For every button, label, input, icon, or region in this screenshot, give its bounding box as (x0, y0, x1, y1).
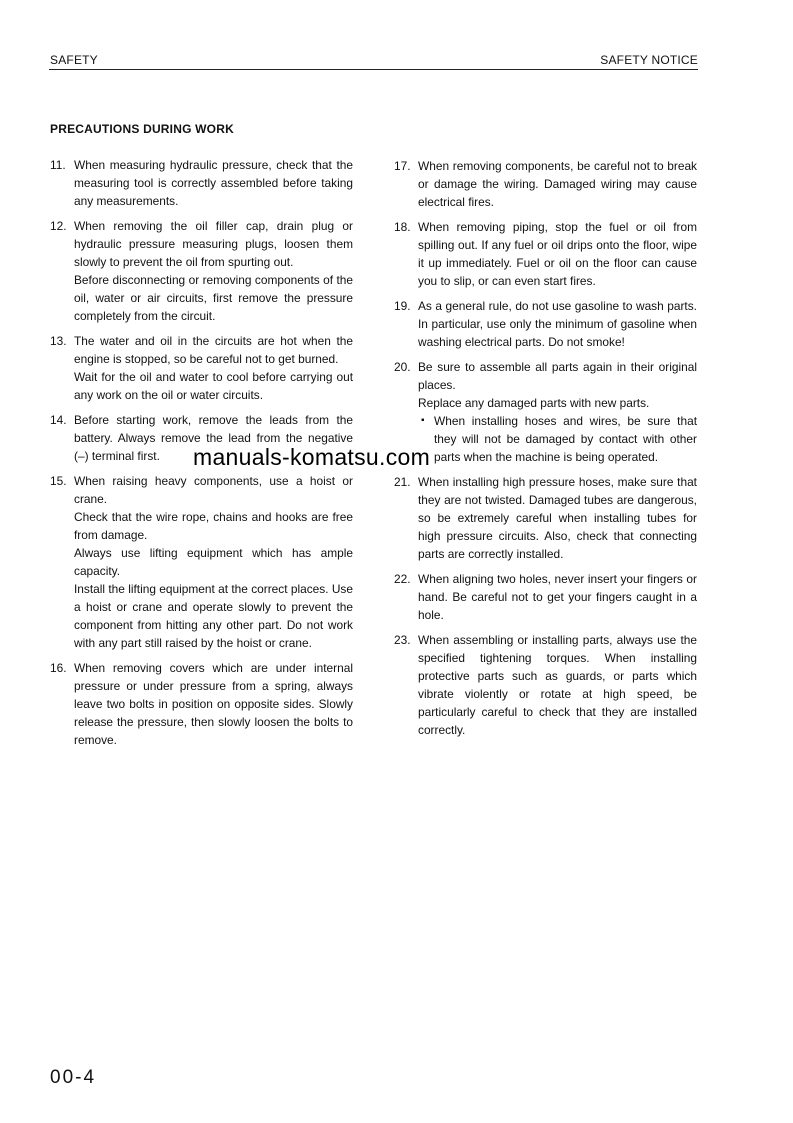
item-paragraph: Always use lifting equipment which has ample capacity. (74, 546, 353, 578)
item-paragraph: Replace any damaged parts with new parts. (418, 396, 650, 410)
item-paragraph: Be sure to assemble all parts again in their original places. (418, 360, 697, 392)
item-number: 13. (50, 334, 67, 348)
item-bullet (418, 412, 697, 466)
item-paragraph: Check that the wire rope, chains and hooks are free from damage. (74, 510, 353, 542)
list-item (394, 631, 697, 739)
item-number: 23. (394, 633, 411, 647)
item-paragraph: Wait for the oil and water to cool before carrying out any work on the oil or water circuits. (74, 370, 353, 402)
item-paragraph: When aligning two holes, never insert your fingers or hand. Be careful not to get your fingers caught in a hole. (418, 572, 697, 622)
item-number: 21. (394, 475, 411, 489)
item-number: 16. (50, 661, 67, 675)
item-paragraph: When removing piping, stop the fuel or oil from spilling out. If any fuel or oil drips onto the floor, wipe it up immediately. Fuel or oil on the floor can cause you to slip, or can even start fires. (418, 220, 697, 288)
bullet-text: When installing hoses and wires, be sure that they will not be damaged by contact with other parts when the machine is being operated. (434, 414, 697, 464)
list-item (394, 473, 697, 563)
item-paragraph: When removing components, be careful not to break or damage the wiring. Damaged wiring may cause electrical fires. (418, 159, 697, 209)
header-page-title: SAFETY NOTICE (600, 53, 698, 67)
list-item (50, 217, 353, 325)
item-paragraph: Before disconnecting or removing components of the oil, water or air circuits, first remove the pressure completely from the circuit. (74, 273, 353, 323)
item-paragraph: When raising heavy components, use a hoist or crane. (74, 474, 353, 506)
item-number: 11. (50, 158, 66, 172)
item-paragraph: When installing high pressure hoses, make sure that they are not twisted. Damaged tubes are dangerous, so be extremely careful when installing tubes for high pressure circuits. Also, check that connecting parts are correctly installed. (418, 475, 697, 561)
item-number: 22. (394, 572, 411, 586)
item-number: 19. (394, 299, 411, 313)
item-paragraph: When measuring hydraulic pressure, check that the measuring tool is correctly assembled before taking any measurements. (74, 158, 353, 208)
bullet-square-icon: ▪ (421, 415, 425, 426)
list-item (50, 472, 353, 652)
list-item (394, 297, 697, 351)
item-number: 18. (394, 220, 411, 234)
item-number: 15. (50, 474, 67, 488)
item-number: 20. (394, 360, 411, 374)
item-paragraph: As a general rule, do not use gasoline to wash parts. In particular, use only the minimum of gasoline when washing electrical parts. Do not smoke! (418, 299, 697, 349)
right-column (394, 157, 697, 746)
item-number: 14. (50, 413, 67, 427)
item-paragraph: When removing covers which are under internal pressure or under pressure from a spring, always leave two bolts in position on opposite sides. Slowly release the pressure, then slowly loosen the bolts to remove. (74, 661, 353, 747)
item-paragraph: When assembling or installing parts, always use the specified tightening torques. When installing protective parts such as guards, or parts which vibrate violently or rotate at high speed, be particularly careful to check that they are installed correctly. (418, 633, 697, 737)
page-number: 00-4 (50, 1067, 97, 1088)
list-item (50, 332, 353, 404)
item-paragraph: When removing the oil filler cap, drain plug or hydraulic pressure measuring plugs, loosen them slowly to prevent the oil from spurting out. (74, 219, 353, 269)
header-section-label: SAFETY (50, 53, 98, 67)
watermark: manuals-komatsu.com (193, 444, 431, 470)
item-paragraph: Install the lifting equipment at the correct places. Use a hoist or crane and operate slowly to prevent the component from hitting any other part. Do not work with any part still raised by the hoist or crane. (74, 582, 353, 650)
item-number: 12. (50, 219, 67, 233)
item-number: 17. (394, 159, 411, 173)
list-item (394, 358, 697, 466)
list-item (50, 659, 353, 749)
list-item (394, 218, 697, 290)
item-paragraph: The water and oil in the circuits are hot when the engine is stopped, so be careful not to get burned. (74, 334, 353, 366)
section-title: PRECAUTIONS DURING WORK (50, 122, 234, 136)
list-item (394, 157, 697, 211)
item-paragraph: Before starting work, remove the leads from the battery. Always remove the lead from the negative (–) terminal first. (74, 413, 353, 463)
header-rule (49, 69, 698, 70)
list-item (50, 156, 353, 210)
list-item (394, 570, 697, 624)
